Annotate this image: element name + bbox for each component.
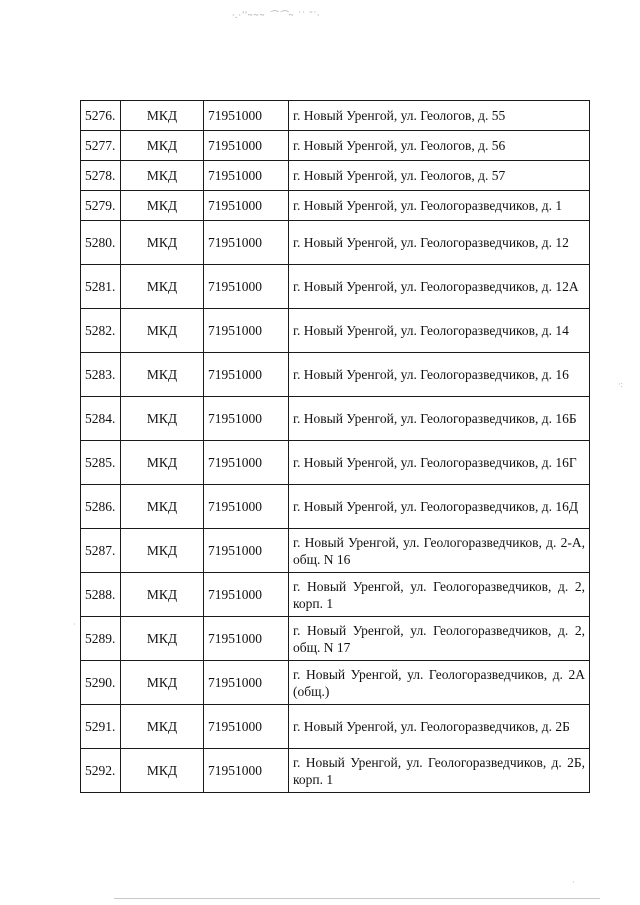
object-type: МКД	[121, 529, 204, 573]
registry-table-body	[81, 101, 590, 793]
row-number: 5283.	[81, 353, 121, 397]
address: г. Новый Уренгой, ул. Геологоразведчиков, д. 12	[289, 221, 590, 265]
row-number: 5290.	[81, 661, 121, 705]
oktmo-code: 71951000	[204, 161, 289, 191]
oktmo-code: 71951000	[204, 353, 289, 397]
address: г. Новый Уренгой, ул. Геологоразведчиков, д. 2Б	[289, 705, 590, 749]
row-number: 5282.	[81, 309, 121, 353]
row-number: 5289.	[81, 617, 121, 661]
table-row	[81, 573, 590, 617]
object-type: МКД	[121, 191, 204, 221]
object-type: МКД	[121, 749, 204, 793]
table-row	[81, 353, 590, 397]
object-type: МКД	[121, 485, 204, 529]
object-type: МКД	[121, 161, 204, 191]
scan-speck: ·	[572, 878, 575, 887]
oktmo-code: 71951000	[204, 131, 289, 161]
scan-speck: ·	[73, 620, 76, 629]
oktmo-code: 71951000	[204, 529, 289, 573]
oktmo-code: 71951000	[204, 309, 289, 353]
row-number: 5292.	[81, 749, 121, 793]
oktmo-code: 71951000	[204, 617, 289, 661]
object-type: МКД	[121, 441, 204, 485]
oktmo-code: 71951000	[204, 101, 289, 131]
address: г. Новый Уренгой, ул. Геологоразведчиков, д. 2, общ. N 17	[289, 617, 590, 661]
object-type: МКД	[121, 617, 204, 661]
object-type: МКД	[121, 705, 204, 749]
address: г. Новый Уренгой, ул. Геологоразведчиков, д. 16Б	[289, 397, 590, 441]
row-number: 5278.	[81, 161, 121, 191]
table-row	[81, 705, 590, 749]
oktmo-code: 71951000	[204, 441, 289, 485]
row-number: 5284.	[81, 397, 121, 441]
scan-header-artifact: ·.·''~~~ ⌒⌒~ ˙˙ ˜˙·	[232, 10, 321, 20]
address: г. Новый Уренгой, ул. Геологоразведчиков, д. 16Г	[289, 441, 590, 485]
oktmo-code: 71951000	[204, 191, 289, 221]
table-row	[81, 161, 590, 191]
scan-speck: ·:	[618, 380, 623, 389]
row-number: 5285.	[81, 441, 121, 485]
table-row	[81, 441, 590, 485]
row-number: 5280.	[81, 221, 121, 265]
row-number: 5286.	[81, 485, 121, 529]
row-number: 5291.	[81, 705, 121, 749]
row-number: 5279.	[81, 191, 121, 221]
oktmo-code: 71951000	[204, 705, 289, 749]
oktmo-code: 71951000	[204, 265, 289, 309]
table-row	[81, 397, 590, 441]
address: г. Новый Уренгой, ул. Геологоразведчиков, д. 2-А, общ. N 16	[289, 529, 590, 573]
address: г. Новый Уренгой, ул. Геологоразведчиков, д. 1	[289, 191, 590, 221]
row-number: 5288.	[81, 573, 121, 617]
table-row	[81, 101, 590, 131]
scan-bottom-edge	[114, 898, 600, 899]
object-type: МКД	[121, 309, 204, 353]
table-row	[81, 661, 590, 705]
table-row	[81, 131, 590, 161]
address: г. Новый Уренгой, ул. Геологов, д. 57	[289, 161, 590, 191]
address: г. Новый Уренгой, ул. Геологоразведчиков, д. 12А	[289, 265, 590, 309]
row-number: 5276.	[81, 101, 121, 131]
object-type: МКД	[121, 221, 204, 265]
address: г. Новый Уренгой, ул. Геологоразведчиков, д. 16	[289, 353, 590, 397]
oktmo-code: 71951000	[204, 661, 289, 705]
address: г. Новый Уренгой, ул. Геологов, д. 56	[289, 131, 590, 161]
table-row	[81, 485, 590, 529]
table-row	[81, 529, 590, 573]
row-number: 5287.	[81, 529, 121, 573]
oktmo-code: 71951000	[204, 485, 289, 529]
oktmo-code: 71951000	[204, 749, 289, 793]
address: г. Новый Уренгой, ул. Геологов, д. 55	[289, 101, 590, 131]
address: г. Новый Уренгой, ул. Геологоразведчиков, д. 16Д	[289, 485, 590, 529]
table-row	[81, 265, 590, 309]
object-type: МКД	[121, 397, 204, 441]
address: г. Новый Уренгой, ул. Геологоразведчиков, д. 2, корп. 1	[289, 573, 590, 617]
oktmo-code: 71951000	[204, 573, 289, 617]
oktmo-code: 71951000	[204, 397, 289, 441]
oktmo-code: 71951000	[204, 221, 289, 265]
table-row	[81, 749, 590, 793]
table-row	[81, 221, 590, 265]
table-row	[81, 191, 590, 221]
table-row	[81, 309, 590, 353]
object-type: МКД	[121, 661, 204, 705]
object-type: МКД	[121, 573, 204, 617]
object-type: МКД	[121, 131, 204, 161]
row-number: 5281.	[81, 265, 121, 309]
address: г. Новый Уренгой, ул. Геологоразведчиков, д. 14	[289, 309, 590, 353]
object-type: МКД	[121, 353, 204, 397]
address-registry-table	[80, 100, 590, 793]
object-type: МКД	[121, 265, 204, 309]
object-type: МКД	[121, 101, 204, 131]
address: г. Новый Уренгой, ул. Геологоразведчиков, д. 2Б, корп. 1	[289, 749, 590, 793]
row-number: 5277.	[81, 131, 121, 161]
table-row	[81, 617, 590, 661]
address: г. Новый Уренгой, ул. Геологоразведчиков, д. 2А (общ.)	[289, 661, 590, 705]
